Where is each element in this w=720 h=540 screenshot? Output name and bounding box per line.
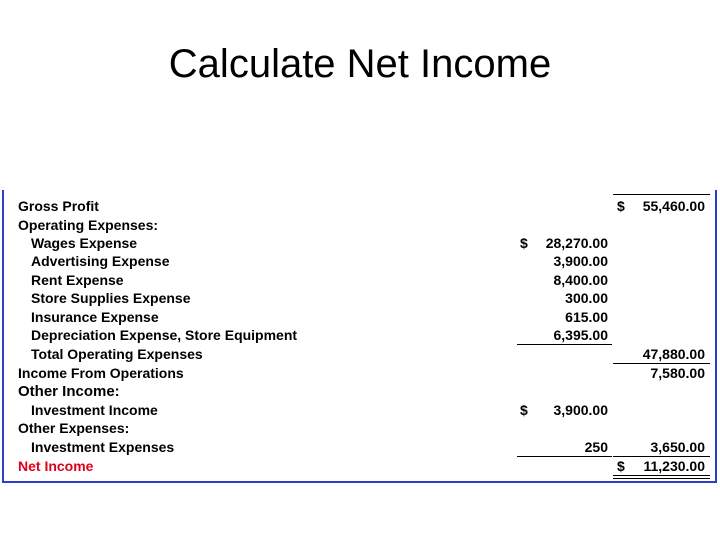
amount: 250 xyxy=(584,439,608,455)
amount: 6,395.00 xyxy=(553,327,608,343)
row-investment-expenses xyxy=(4,438,715,456)
row-income-from-operations xyxy=(4,364,715,382)
double-rule-top xyxy=(613,475,710,476)
dollar-sign: $ xyxy=(520,235,528,251)
label: Gross Profit xyxy=(18,198,99,214)
amount: 47,880.00 xyxy=(642,346,705,362)
label: Total Operating Expenses xyxy=(31,346,203,362)
amount: 3,900.00 xyxy=(553,253,608,269)
label: Wages Expense xyxy=(31,235,138,251)
amount: 615.00 xyxy=(565,309,608,325)
label: Other Income: xyxy=(18,383,120,400)
dollar-sign: $ xyxy=(617,198,625,214)
row-investment-income xyxy=(4,401,715,419)
row-gross-profit xyxy=(4,197,715,215)
double-rule-bottom xyxy=(613,478,710,479)
label: Rent Expense xyxy=(31,272,124,288)
label: Depreciation Expense, Store Equipment xyxy=(31,327,298,343)
label: Income From Operations xyxy=(18,365,184,381)
row-other-income-header xyxy=(4,383,715,401)
label: Net Income xyxy=(18,458,94,474)
label: Advertising Expense xyxy=(31,253,170,269)
row-wages xyxy=(4,234,715,252)
row-advertising xyxy=(4,252,715,270)
dollar-sign: $ xyxy=(617,458,625,474)
amount: 55,460.00 xyxy=(642,198,705,214)
amount: 28,270.00 xyxy=(545,235,608,251)
row-rent xyxy=(4,271,715,289)
label: Investment Income xyxy=(31,402,158,418)
label: Store Supplies Expense xyxy=(31,290,191,306)
income-statement xyxy=(2,190,717,483)
label: Other Expenses: xyxy=(18,420,130,436)
row-total-operating-expenses xyxy=(4,345,715,363)
label: Insurance Expense xyxy=(31,309,159,325)
label: Investment Expenses xyxy=(31,439,175,455)
row-other-expenses-header xyxy=(4,419,715,437)
amount: 11,230.00 xyxy=(643,458,705,474)
row-depreciation xyxy=(4,326,715,344)
rule xyxy=(613,194,710,195)
amount: 3,900.00 xyxy=(553,402,608,418)
label: Operating Expenses: xyxy=(18,217,159,233)
amount: 7,580.00 xyxy=(650,365,705,381)
row-operating-expenses-header xyxy=(4,216,715,234)
row-net-income xyxy=(4,457,715,475)
dollar-sign: $ xyxy=(520,402,528,418)
total: 3,650.00 xyxy=(650,439,705,455)
page-title: Calculate Net Income xyxy=(168,42,552,86)
amount: 300.00 xyxy=(565,290,608,306)
row-store-supplies xyxy=(4,289,715,307)
row-insurance xyxy=(4,308,715,326)
amount: 8,400.00 xyxy=(553,272,608,288)
